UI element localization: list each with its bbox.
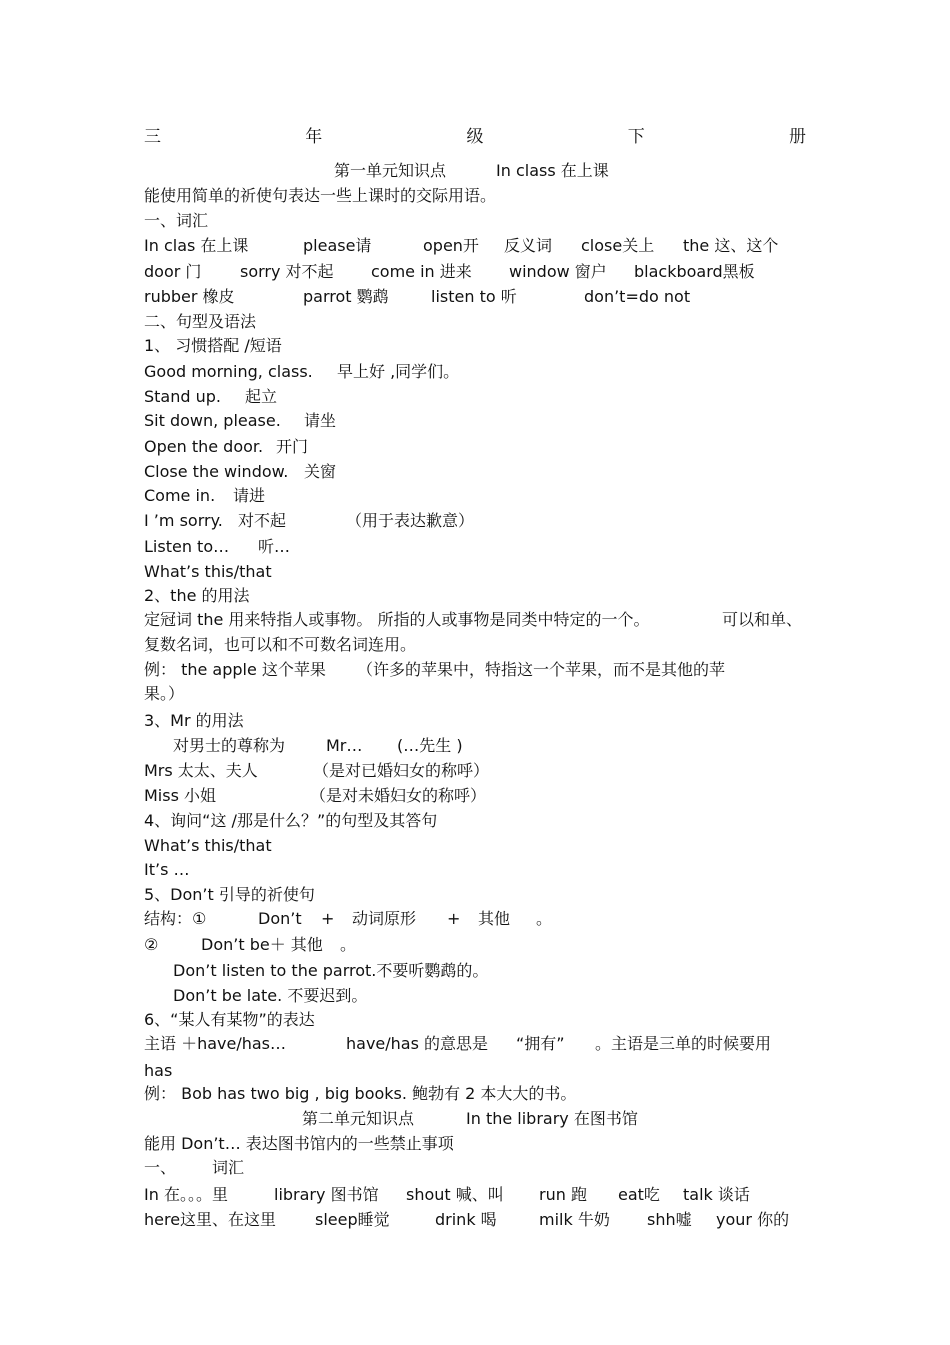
title-char: 册 [789, 127, 806, 147]
g5-struct-part: 。 [536, 909, 553, 928]
vocab-item: open开 [423, 236, 479, 255]
miss-text: Miss 小姐 [144, 786, 217, 805]
phrase-en: Good morning, class. [144, 362, 313, 381]
vocab-item: rubber 橡皮 [144, 287, 235, 306]
mr-text: Mr… [326, 736, 363, 755]
g6-text: 主语 ＋have/has… [144, 1034, 287, 1053]
phrase-en: Sit down, please. [144, 411, 281, 430]
mrs-note: （是对已婚妇女的称呼） [313, 761, 490, 780]
g1-heading: 1、 习惯搭配 /短语 [144, 336, 282, 355]
g6-example: 例： Bob has two big , big books. 鲍勃有 2 本大大的书。 [144, 1084, 577, 1103]
g6-text-has: has [144, 1061, 173, 1080]
vocab-item: In clas 在上课 [144, 236, 249, 255]
unit1-intro: 能使用简单的祈使句表达一些上课时的交际用语。 [144, 186, 497, 205]
vocab-item: sorry 对不起 [240, 262, 334, 281]
phrase-zh: 开门 [276, 437, 309, 456]
vocab-item: sleep睡觉 [315, 1210, 390, 1229]
vocab-item: your 你的 [716, 1210, 790, 1229]
g6-text: “拥有” [516, 1034, 565, 1053]
phrase-note: （用于表达歉意） [346, 511, 475, 530]
title-char: 三 [144, 127, 161, 147]
grammar-heading: 二、句型及语法 [144, 312, 257, 331]
title-char: 下 [627, 127, 645, 147]
vocab-item: library 图书馆 [274, 1185, 379, 1204]
g5-struct-part: 动词原形 [352, 909, 417, 928]
g2-example-note-end: 果。） [144, 684, 185, 703]
vocab-item: 反义词 [504, 236, 553, 255]
g5-struct-part: + [447, 909, 461, 928]
unit2-heading-en: In the library 在图书馆 [466, 1109, 638, 1128]
vocab-item: drink 喝 [435, 1210, 497, 1229]
miss-note: （是对未婚妇女的称呼） [310, 786, 487, 805]
vocab-item: In 在。。。里 [144, 1185, 228, 1204]
vocab-item: don’t=do not [584, 287, 691, 306]
phrase-zh: 请坐 [304, 411, 337, 430]
g2-example-note: （许多的苹果中，特指这一个苹果，而不是其他的苹 [357, 660, 726, 679]
vocab-item: the 这、这个 [683, 236, 779, 255]
g5-struct-part: Don’t be＋ 其他 [201, 935, 323, 954]
phrase-en: Close the window. [144, 462, 289, 481]
unit2-heading: 第二单元知识点 [302, 1109, 415, 1128]
g2-heading: 2、the 的用法 [144, 586, 250, 605]
g5-struct-part: ② [144, 935, 159, 954]
vocab-item: listen to 听 [431, 287, 517, 306]
phrase-zh: 听… [258, 537, 291, 556]
unit1-vocab-heading: 一、词汇 [144, 211, 209, 230]
vocab-item: run 跑 [539, 1185, 587, 1204]
vocab-item: here这里、在这里 [144, 1210, 277, 1229]
unit2-intro: 能用 Don’t… 表达图书馆内的一些禁止事项 [144, 1134, 454, 1153]
g4-question: What’s this/that [144, 836, 272, 855]
g4-answer: It’s … [144, 860, 190, 879]
g5-struct-part: + [321, 909, 335, 928]
unit2-vocab-heading-text: 词汇 [212, 1158, 245, 1177]
g5-struct-part: Don’t [258, 909, 302, 928]
vocab-item: talk 谈话 [683, 1185, 750, 1204]
mr-text: (…先生 ) [397, 736, 463, 755]
phrase-en: I ’m sorry. [144, 511, 223, 530]
g5-example: Don’t listen to the parrot.不要听鹦鹉的。 [173, 961, 489, 980]
g5-heading: 5、Don’t 引导的祈使句 [144, 885, 315, 904]
mrs-text: Mrs 太太、夫人 [144, 761, 258, 780]
g5-example: Don’t be late. 不要迟到。 [173, 986, 368, 1005]
phrase-en: Stand up. [144, 387, 221, 406]
document-title [144, 127, 806, 147]
g2-text: 可以和单、 [722, 610, 803, 629]
unit1-heading: 第一单元知识点 [334, 161, 447, 180]
vocab-item: blackboard黑板 [634, 262, 755, 281]
vocab-item: window 窗户 [509, 262, 607, 281]
phrase-en: Listen to… [144, 537, 230, 556]
phrase-en: Open the door. [144, 437, 264, 456]
title-char: 年 [305, 127, 323, 147]
mr-text: 对男士的尊称为 [173, 736, 286, 755]
vocab-item: door 门 [144, 262, 202, 281]
vocab-item: parrot 鹦鹉 [303, 287, 389, 306]
title-char: 级 [466, 127, 484, 147]
g2-example-text: 例： the apple 这个苹果 [144, 660, 326, 679]
g6-text: 。主语是三单的时候要用 [595, 1034, 772, 1053]
g5-struct-part: 。 [340, 935, 357, 954]
phrase-zh: 起立 [245, 387, 278, 406]
g3-heading: 3、Mr 的用法 [144, 711, 244, 730]
unit1-heading-en: In class 在上课 [496, 161, 609, 180]
phrase-zh: 早上好 ,同学们。 [337, 362, 460, 381]
g5-struct-part: 其他 [478, 909, 511, 928]
g2-text: 复数名词，也可以和不可数名词连用。 [144, 635, 417, 654]
vocab-item: shout 喊、叫 [406, 1185, 504, 1204]
vocab-item: please请 [303, 236, 372, 255]
vocab-item: shh嘘 [647, 1210, 692, 1229]
vocab-item: come in 进来 [371, 262, 472, 281]
phrase-zh: 对不起 [238, 511, 287, 530]
whats-line: What’s this/that [144, 562, 272, 581]
vocab-item: milk 牛奶 [539, 1210, 610, 1229]
phrase-zh: 关窗 [304, 462, 337, 481]
g4-heading: 4、询问“这 /那是什么？”的句型及其答句 [144, 811, 438, 830]
g2-text: 定冠词 the 用来特指人或事物。 所指的人或事物是同类中特定的一个。 [144, 610, 650, 629]
g6-text: have/has 的意思是 [346, 1034, 489, 1053]
phrase-en: Come in. [144, 486, 216, 505]
unit2-vocab-heading-num: 一、 [144, 1158, 177, 1177]
vocab-item: eat吃 [618, 1185, 660, 1204]
vocab-item: close关上 [581, 236, 655, 255]
phrase-zh: 请进 [233, 486, 266, 505]
g6-heading: 6、“某人有某物”的表达 [144, 1010, 315, 1029]
g5-struct-part: 结构：① [144, 909, 207, 928]
